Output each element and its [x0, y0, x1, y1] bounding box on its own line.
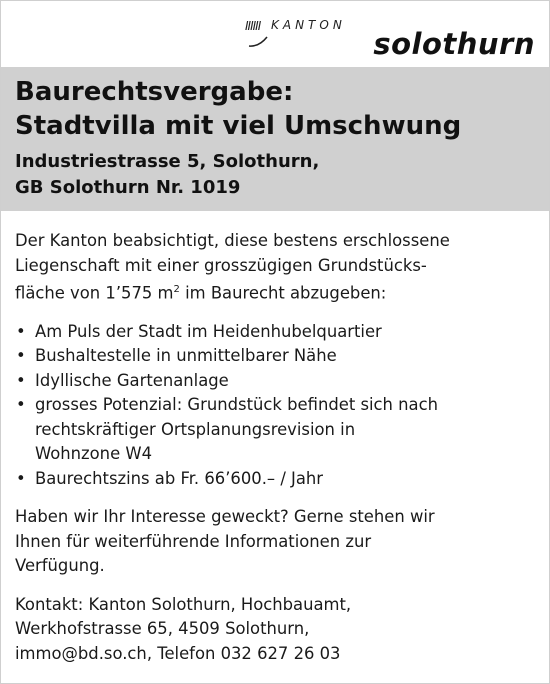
contact-paragraph — [15, 593, 535, 667]
logo-name: solothurn — [373, 27, 535, 61]
contact-line-3: immo@bd.so.ch, Telefon 032 627 26 03 — [15, 643, 341, 663]
list-item — [15, 344, 535, 369]
interest-line-2: Ihnen für weiterführende Informationen zur — [15, 531, 372, 551]
title-line-1: Baurechtsvergabe: — [15, 77, 294, 107]
logo-stripes: IIIIII — [245, 19, 261, 33]
list-item — [15, 467, 535, 492]
contact-line-1: Kontakt: Kanton Solothurn, Hochbauamt, — [15, 594, 352, 614]
interest-line-1: Haben wir Ihr Interesse geweckt? Gerne stehen wir — [15, 507, 435, 527]
kanton-solothurn-logo — [245, 13, 535, 59]
list-item-text: Am Puls der Stadt im Heidenhubelquartier — [35, 321, 382, 341]
property-address — [15, 149, 319, 201]
list-item — [15, 369, 535, 394]
page-title — [15, 75, 461, 143]
list-item-text: Baurechtszins ab Fr. 66’600.– / Jahr — [35, 468, 324, 488]
body-content — [15, 229, 535, 680]
list-item-text: rechtskräftiger Ortsplanungsrevision in — [35, 419, 356, 439]
feature-list — [15, 320, 535, 492]
intro-line-2: Liegenschaft mit einer grosszügigen Grundstücks- — [15, 255, 427, 275]
intro-line-1: Der Kanton beabsichtigt, diese bestens erschlossene — [15, 231, 450, 250]
header-box — [1, 67, 549, 211]
list-item-text: Wohnzone W4 — [35, 444, 152, 464]
logo-kanton-text: KANTON — [271, 18, 346, 32]
title-line-2: Stadtvilla mit viel Umschwung — [15, 111, 462, 141]
address-line-1: Industriestrasse 5, Solothurn, — [15, 151, 320, 172]
address-line-2: GB Solothurn Nr. 1019 — [15, 177, 241, 198]
list-item-text: grosses Potenzial: Grundstück befindet sich nach — [35, 395, 438, 415]
list-item — [15, 393, 535, 467]
area-superscript: 2 — [173, 284, 180, 295]
intro-line-3-prefix: fläche von 1’575 m — [15, 283, 174, 303]
list-item-text: Idyllische Gartenanlage — [35, 370, 229, 390]
list-item-text: Bushaltestelle in unmittelbarer Nähe — [35, 346, 337, 366]
intro-paragraph — [15, 229, 535, 306]
intro-line-3-suffix: im Baurecht abzugeben: — [179, 283, 387, 303]
interest-paragraph — [15, 505, 535, 579]
contact-line-2: Werkhofstrasse 65, 4509 Solothurn, — [15, 619, 310, 639]
logo-swoosh-icon — [247, 35, 271, 49]
interest-line-3: Verfügung. — [15, 556, 105, 576]
list-item — [15, 320, 535, 345]
